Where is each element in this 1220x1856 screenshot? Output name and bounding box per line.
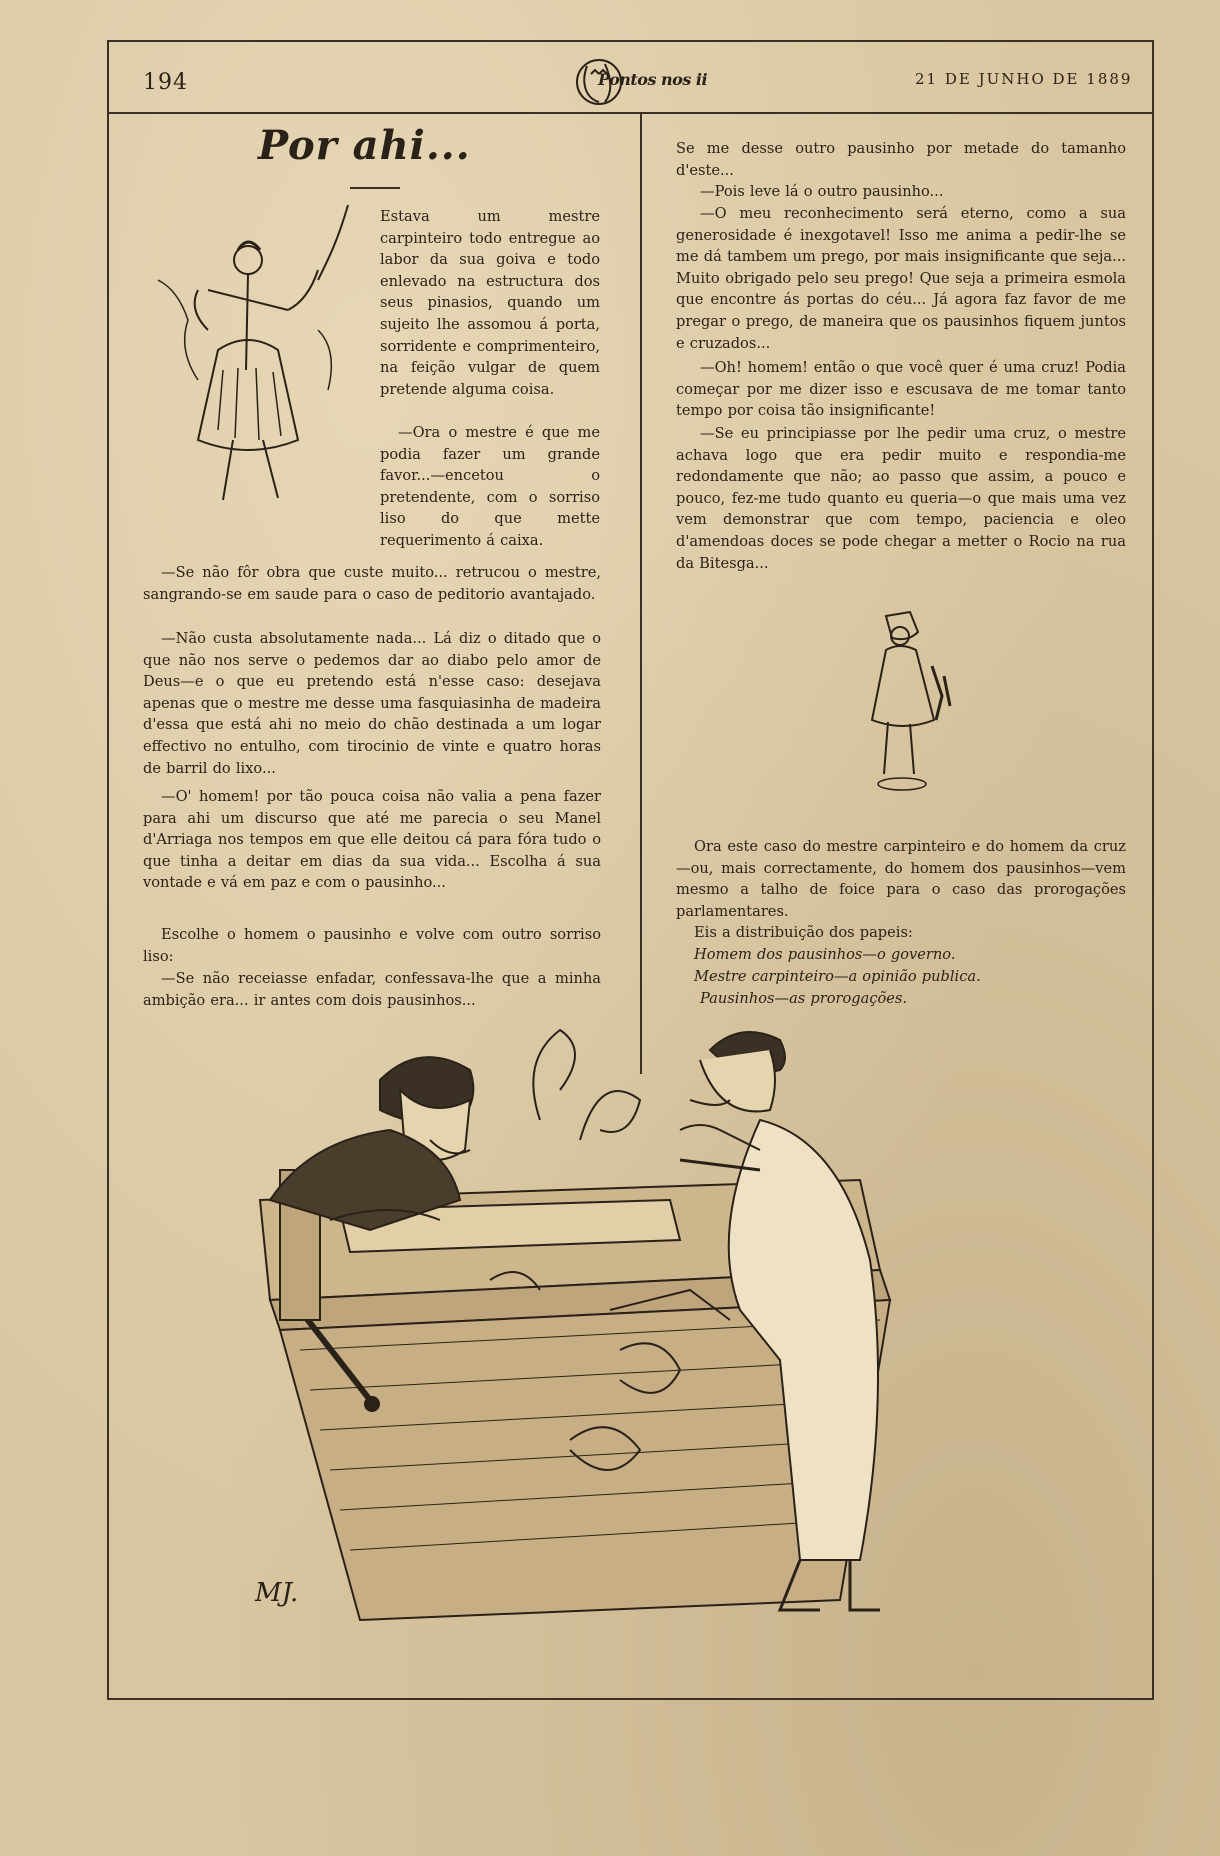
left-paragraph-7: —Se não receiasse enfadar, confessava-lhe que a minha ambição era... ir antes com dois pausinhos...	[143, 970, 601, 1009]
right-paragraph-2: —Pois leve lá o outro pausinho...	[700, 183, 944, 200]
issue-date: 21 DE JUNHO DE 1889	[915, 70, 1133, 88]
right-paragraph-1: Se me desse outro pausinho por metade do tamanho d'este...	[676, 140, 1126, 179]
page-number: 194	[143, 70, 188, 95]
role-government: Homem dos pausinhos—o governo.	[694, 946, 956, 963]
role-prorogations: Pausinhos—as prorogações.	[700, 990, 908, 1007]
right-paragraph-3: —O meu reconhecimento será eterno, como a sua generosidade é inexgotavel! Isso me anima a pedir-lhe se me dá tambem um prego, por mais insignificante que seja... Muito obrigado pelo seu prego! Que seja a primeira esmola que encontre ás portas do céu... Já agora faz favor de me pregar o prego, de maneira que os pausinhos fiquem juntos e cruzados...	[676, 205, 1126, 352]
dancing-figure-illustration	[138, 200, 358, 520]
right-paragraph-5: —Se eu principiasse por lhe pedir uma cruz, o mestre achava logo que era pedir muito e respondia-me redondamente que não; ao passo que assim, a pouco e pouco, fez-me tudo quanto eu queria—o que mais uma vez vem demonstrar que com tempo, paciencia e oleo d'amendoas doces se pode chegar a metter o Rocio na rua da Bitesga...	[676, 425, 1126, 572]
masthead-title: Pontos nos ii	[598, 70, 708, 89]
carpenter-workbench-illustration	[240, 1020, 1140, 1630]
left-paragraph-4: —Não custa absolutamente nada... Lá diz o ditado que o que não nos serve o pedemos dar ao diabo pelo amor de Deus—e o que eu pretendo está n'esse caso: desejava apenas que o mestre me desse uma fasquiasinha de madeira d'essa que está ahi no meio do chão destinada a um logar effectivo no entulho, com tirocinio de vinte e quatro horas de barril do lixo...	[143, 630, 601, 777]
column-divider	[640, 114, 642, 1074]
header-rule	[107, 112, 1154, 114]
left-paragraph-3: —Se não fôr obra que custe muito... retrucou o mestre, sangrando-se em saude para o caso de peditorio avantajado.	[143, 564, 601, 603]
left-paragraph-6: Escolhe o homem o pausinho e volve com outro sorriso liso:	[143, 926, 601, 965]
left-paragraph-2: —Ora o mestre é que me podia fazer um grande favor...—encetou o pretendente, com o sorriso liso do que mette requerimento á caixa.	[380, 424, 600, 549]
right-paragraph-4: —Oh! homem! então o que você quer é uma cruz! Podia começar por me dizer isso e escusava de me tomar tanto tempo por coisa tão insignificante!	[676, 359, 1126, 420]
right-paragraph-7: Eis a distribuição dos papeis:	[694, 924, 913, 941]
role-public-opinion: Mestre carpinteiro—a opinião publica.	[694, 968, 981, 985]
left-paragraph-1: Estava um mestre carpinteiro todo entregue ao labor da sua goiva e todo enlevado na estructura dos seus pinasios, quando um sujeito lhe assomou á porta, sorridente e comprimenteiro, na feição vulgar de quem pretende alguma coisa.	[380, 208, 600, 398]
right-paragraph-6: Ora este caso do mestre carpinteiro e do homem da cruz—ou, mais correctamente, do homem dos pausinhos—vem mesmo a talho de foice para o caso das prorogações parlamentares.	[676, 838, 1126, 920]
artist-signature: MJ.	[255, 1578, 299, 1608]
cloaked-figure-illustration	[846, 606, 966, 796]
title-rule	[350, 187, 400, 189]
article-title: Por ahi...	[258, 122, 471, 169]
left-paragraph-5: —O' homem! por tão pouca coisa não valia a pena fazer para ahi um discurso que até me parecia o seu Manel d'Arriaga nos tempos em que elle deitou cá para fóra tudo o que tinha a deitar em dias da sua vida... Escolha á sua vontade e vá em paz e com o pausinho...	[143, 788, 601, 892]
